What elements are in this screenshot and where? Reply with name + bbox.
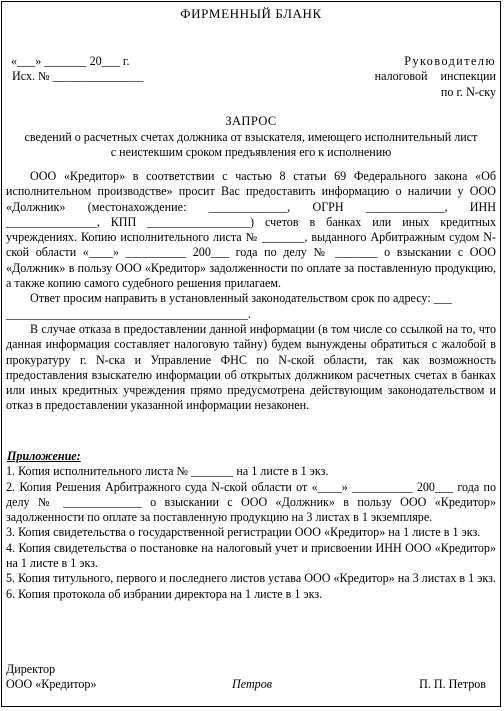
letterhead-title: ФИРМЕННЫЙ БЛАНК xyxy=(180,6,322,21)
appendix-item: 1. Копия исполнительного листа № _______ на 1 листе в 1 экз. xyxy=(6,464,329,479)
signature-block xyxy=(6,662,486,693)
document-page xyxy=(1,1,501,707)
body-paragraph-3: В случае отказа в предоставлении данной информации (в том числе со ссылкой на то, что данная информация составляет налоговую тайну) будем вынуждены обратиться с жалобой в прокуратуру г. N-ска и Управление ФНС по N-ской области, так как возможность предоставления взыскателю информации об открытых должником расчетных счетах в банках или иных кредитных учреждения прямо предусмотрена действующим законодательством и отказ в предоставлении указанной информации незаконен. xyxy=(6,321,496,413)
appendix-item: 5. Копия титульного, первого и последнего листов устава ООО «Кредитор» на 3 листах в 1 экз. xyxy=(6,571,496,586)
signer-full-name: П. П. Петров xyxy=(419,677,486,692)
signer-position: Директор xyxy=(6,662,56,676)
request-title: ЗАПРОС xyxy=(225,114,277,128)
body-paragraph-1: ООО «Кредитор» в соответствии с частью 8 статьи 69 Федерального закона «Об исполнительном производстве» просит Вас предоставить информацию о наличии у ООО «Должник» (местонахождение: _____________, ОГРН _____________, ИНН _______________, КПП _________________) счетов в банках или иных кредитных учреждениях. Копию исполнительного листа № _______, выданного Арбитражным судом N-ской области «____» __________ 200___ года по делу № _______ о взыскании с ООО «Должник» в пользу ООО «Кредитор» задолженности по оплате за поставленную продукцию, а также копию самого судебного решения прилагаем. xyxy=(6,169,496,291)
signature-row xyxy=(6,677,486,692)
date-line: «___» _______ 20___ г. xyxy=(11,54,130,68)
appendix-item: 6. Копия протокола об избрании директора на 1 листе в 1 экз. xyxy=(6,586,323,601)
appendix-title: Приложение: xyxy=(7,449,81,463)
outgoing-info xyxy=(11,54,143,85)
recipient-line-1: Руководителю xyxy=(404,54,496,68)
recipient-line-2: налоговой инспекции xyxy=(374,69,496,84)
appendix-item: 2. Копия Решения Арбитражного суда N-ской области от «____» __________ 200___ года по делу № _____________ о взыскании с ООО «Должник» в пользу ООО «Кредитор» задолженности по оплате за поставленную продукцию на 3 листах в 1 экземпляре. xyxy=(6,479,496,525)
appendix-item: 3. Копия свидетельства о государственной регистрации ООО «Кредитор» на 1 листе в 1 экз. xyxy=(6,525,481,540)
appendix-item: 4. Копия свидетельства о постановке на налоговый учет и присвоении ИНН ООО «Кредитор» на 1 листе в 1 экз. xyxy=(6,540,496,571)
signer-company: ООО «Кредитор» xyxy=(6,677,97,692)
handwritten-signature: Петров xyxy=(232,677,273,692)
recipient-line-3: по г. N-ску xyxy=(440,84,496,99)
body-paragraph-2: Ответ просим направить в установленный законодательством срок по адресу: ___ xyxy=(30,291,452,306)
body-paragraph-2-continuation: ________________________________________. xyxy=(6,306,251,321)
outgoing-number-line: Исх. № _______________ xyxy=(12,69,144,84)
letter-body xyxy=(6,169,496,414)
recipient-block xyxy=(375,54,496,100)
request-subtitle: сведений о расчетных счетах должника от взыскателя, имеющего исполнительный лист с неистекшим сроком предъявления его к исполнению xyxy=(24,130,478,160)
appendix-section xyxy=(6,449,496,602)
